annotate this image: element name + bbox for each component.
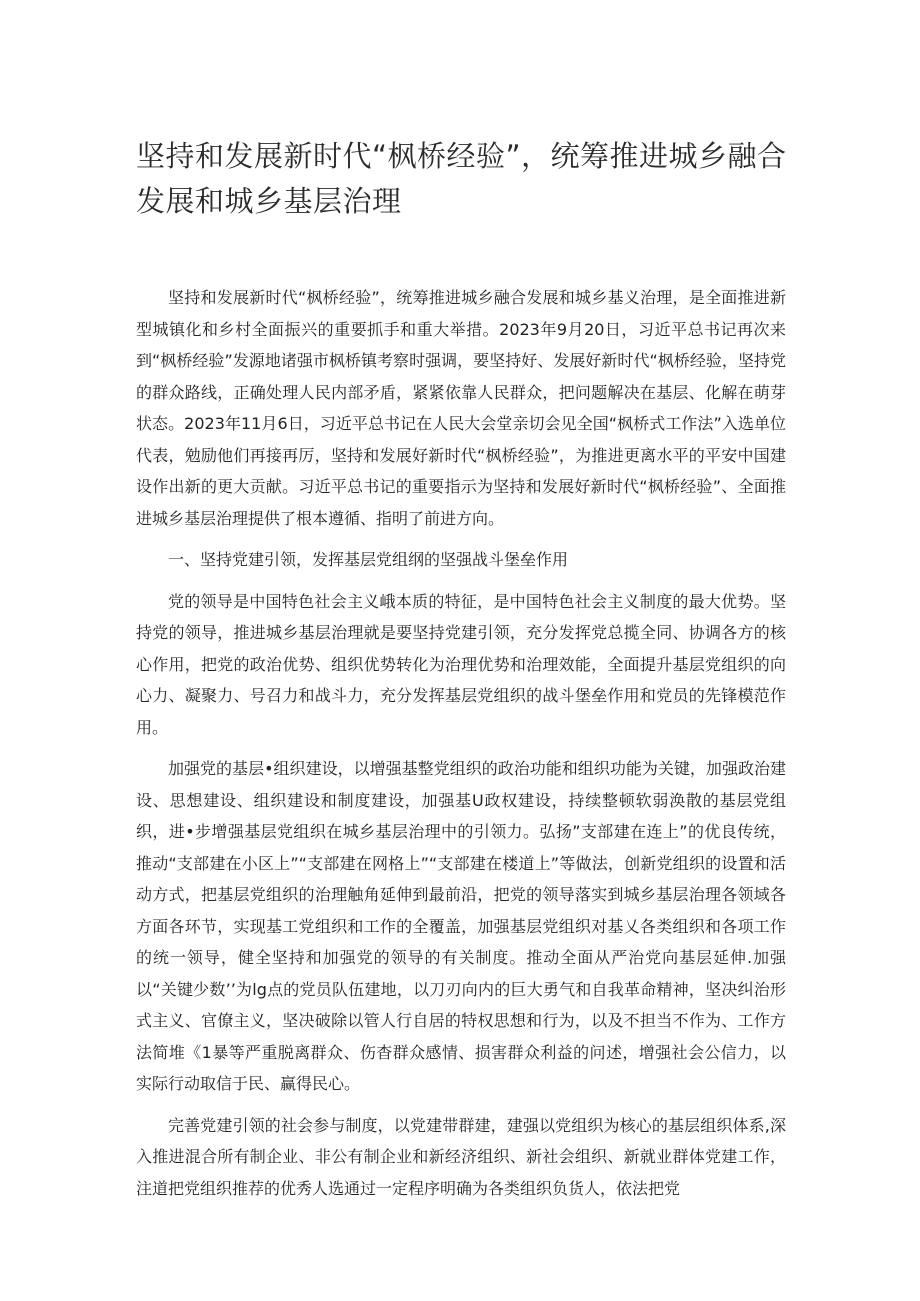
paragraph-social-participation: 完善党建引领的社会参与制度，以党建带群建，建强以党组织为核心的基层组织体系,深入推进混合所有制企业、非公有制企业和新经济组织、新社会组织、新就业群体党建工作，注道把党组织推荐的优秀人选通过一定程序明确为各类组织负货人，依法把党 bbox=[136, 1115, 786, 1198]
paragraph-intro: 坚持和发展新时代“枫桥经验”，统筹推进城乡融合发展和城乡基义治理，是全面推进新型城镇化和乡村全面振兴的重要抓手和重大举措。2023年9月20日，习近平总书记再次来到“枫桥经验”发源地诸强市枫桥镇考察时强调，要坚持好、发展好新时代“枫桥经验，坚持党的群众路线，正确处理人民内部矛盾，紧紧依靠人民群众，把问题解决在基层、化解在萌芽状态。2023年11月6日，习近平总书记在人民大会堂亲切会见全国“枫桥式工作法”入选单位代表，勉励他们再接再厉，坚持和发展好新时代“枫桥经验”，为推进更离水平的平安中国建设作出新的更大贡献。习近平总书记的重要指示为坚持和发展好新时代“枫桥经验”、全面推进城乡基层治理提供了根本遵循、指明了前进方向。 bbox=[136, 288, 786, 528]
paragraph-organization-building: 加强党的基层•组织建设，以增强基整党组织的政治功能和组织功能为关键，加强政治建设、思想建设、组织建设和制度建设，加强基U政权建设，持续整顿软弱涣散的基层党组织，进•步增强基层党组织在城乡基层治理中的引领力。弘扬”支部建在连上”的优良传统，推动“支部建在小区上”“支部建在网格上”“支部建在楼道上”等做法，创新党组织的设置和活动方式，把基层党组织的治理触角延伸到最前沿，把党的领导落实到城乡基层治理各领域各方面各环节，实现基工党组织和工作的全覆盖，加强基层党组织对基乂各类组织和各项工作的统一领导，健全坚持和加强党的领导的有关制度。推动全面从严治党向基层延伸.加强以“关键少数’’为lg点的党员队伍建地，以刀刃向内的巨大勇气和自我革命精神，坚决纠治形式主义、官僚主义，坚决破除以管人行自居的特权思想和行为，以及不担当不作为、工作方法简堆《1暴等严重脱离群众、伤杳群众感情、损害群众利益的问述，增强社会公信力，以实际行动取信于民、赢得民心。 bbox=[136, 759, 786, 1093]
page-title: 坚持和发展新时代“枫桥经验”，统筹推进城乡融合发展和城乡基层治理 bbox=[136, 139, 787, 218]
section-heading: 一、坚持党建引领，发挥基层党组纲的坚强战斗堡垒作用 bbox=[168, 550, 569, 569]
document-body bbox=[136, 282, 786, 1214]
paragraph-party-leadership: 党的领导是中国特色社会主义峨本质的特征，是中国特色社会主义制度的最大优势。坚持党的领导，推进城乡基层治理就是要坚持党建引领，充分发挥党总揽全同、协调各方的核心作用，把党的政治优势、组织优势转化为治理优势和治理效能，全面提升基层党组织的向心力、凝聚力、号召力和战斗力，充分发挥基层党组织的战斗堡垒作用和党员的先锋模范作用。 bbox=[136, 591, 786, 737]
